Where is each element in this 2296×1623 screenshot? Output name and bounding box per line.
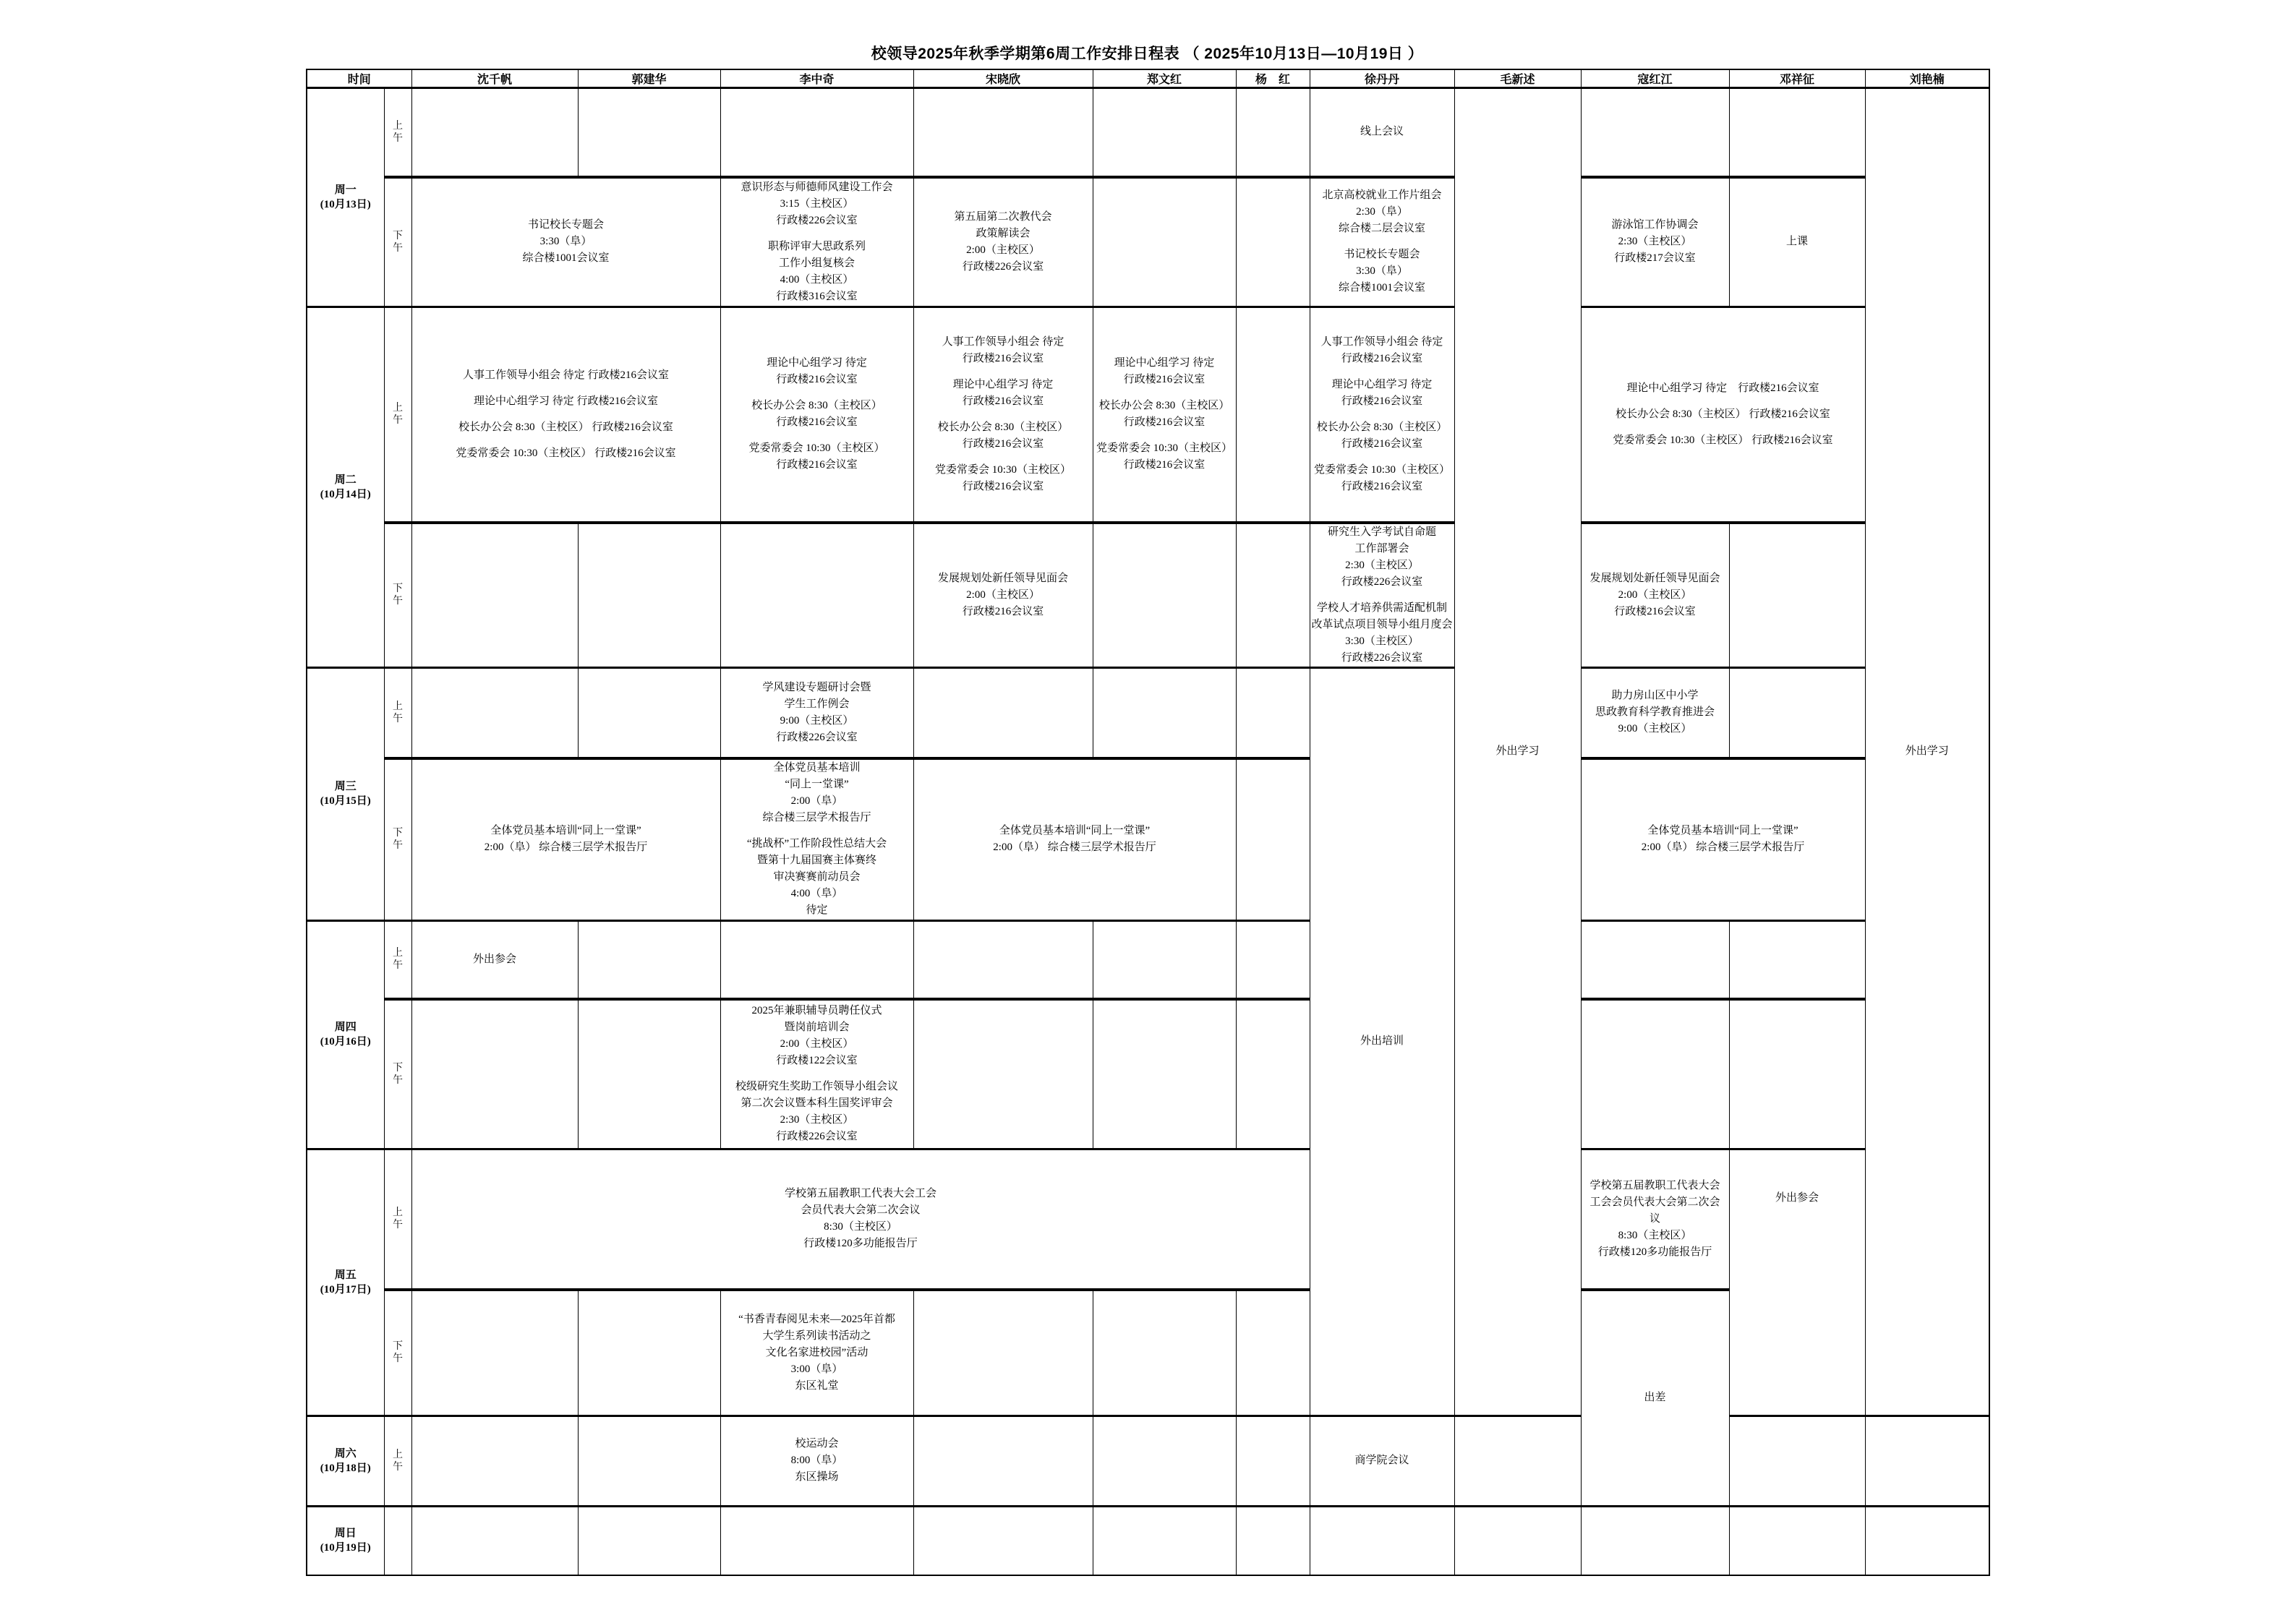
schedule-cell: 全体党员基本培训“同上一堂课” 2:00（阜） 综合楼三层学术报告厅 (1581, 758, 1865, 920)
col-header: 郑文红 (1093, 69, 1236, 88)
schedule-cell (1729, 667, 1865, 758)
schedule-cell (1865, 1416, 1989, 1506)
schedule-cell: 发展规划处新任领导见面会 2:00（主校区） 行政楼216会议室 (913, 523, 1093, 668)
schedule-cell (411, 1416, 578, 1506)
schedule-cell (1236, 1506, 1310, 1575)
schedule-cell: 学校第五届教职工代表大会 工会会员代表大会第二次会 议 8:30（主校区） 行政楼120多功能报告厅 (1581, 1149, 1729, 1290)
schedule-cell (1729, 920, 1865, 999)
schedule-cell: 学风建设专题研讨会暨 学生工作例会 9:00（主校区） 行政楼226会议室 (720, 667, 913, 758)
table-row (307, 523, 1989, 668)
schedule-cell (1729, 88, 1865, 177)
col-header: 徐丹丹 (1310, 69, 1454, 88)
table-row (307, 1506, 1989, 1575)
day-label: 周三 (10月15日) (307, 667, 384, 920)
schedule-cell (411, 88, 578, 177)
col-header: 刘艳楠 (1865, 69, 1989, 88)
table-row (307, 1416, 1989, 1506)
schedule-cell (578, 999, 720, 1149)
schedule-cell (913, 667, 1093, 758)
schedule-cell: 外出学习 (1454, 88, 1581, 1416)
schedule-cell (720, 920, 913, 999)
schedule-cell: 研究生入学考试自命题 工作部署会 2:30（主校区） 行政楼226会议室 学校人才培养供需适配机制 改革试点项目领导小组月度会 3:30（主校区） 行政楼226会议室 (1310, 523, 1454, 668)
schedule-cell: 全体党员基本培训 “同上一堂课” 2:00（阜） 综合楼三层学术报告厅 “挑战杯”工作阶段性总结大会 暨第十九届国赛主体赛终 审决赛赛前动员会 4:00（阜） 待定 (720, 758, 913, 920)
schedule-cell (1093, 177, 1236, 307)
ampm-label: 上 午 (384, 667, 411, 758)
schedule-cell (411, 667, 578, 758)
schedule-cell: 全体党员基本培训“同上一堂课” 2:00（阜） 综合楼三层学术报告厅 (411, 758, 720, 920)
schedule-cell: 北京高校就业工作片组会 2:30（阜） 综合楼二层会议室 书记校长专题会 3:30（阜） 综合楼1001会议室 (1310, 177, 1454, 307)
col-header: 毛新述 (1454, 69, 1581, 88)
ampm-label: 上 午 (384, 307, 411, 523)
schedule-cell (578, 920, 720, 999)
schedule-cell (1236, 177, 1310, 307)
schedule-cell (578, 523, 720, 668)
schedule-cell (913, 1506, 1093, 1575)
ampm-label: 下 午 (384, 177, 411, 307)
schedule-cell: 外出参会 (1729, 1149, 1865, 1416)
schedule-cell: 全体党员基本培训“同上一堂课” 2:00（阜） 综合楼三层学术报告厅 (913, 758, 1236, 920)
schedule-cell (1236, 88, 1310, 177)
schedule-cell (1729, 523, 1865, 668)
schedule-cell (913, 999, 1093, 1149)
schedule-header (307, 69, 1989, 88)
table-row (307, 999, 1989, 1149)
day-label: 周一 (10月13日) (307, 88, 384, 307)
schedule-cell (1093, 999, 1236, 1149)
col-header: 宋晓欣 (913, 69, 1093, 88)
schedule-cell (1581, 88, 1729, 177)
schedule-cell: 人事工作领导小组会 待定 行政楼216会议室 理论中心组学习 待定 行政楼216会议室 校长办公会 8:30（主校区） 行政楼216会议室 党委常委会 10:30（主校区） 行政楼216会议室 (411, 307, 720, 523)
schedule-body (307, 88, 1989, 1576)
schedule-cell: 外出培训 (1310, 667, 1454, 1416)
schedule-cell (1581, 999, 1729, 1149)
ampm-label (384, 1506, 411, 1575)
schedule-cell (411, 999, 578, 1149)
schedule-table (306, 69, 1990, 1576)
schedule-cell (1093, 523, 1236, 668)
col-header: 杨 红 (1236, 69, 1310, 88)
day-label: 周五 (10月17日) (307, 1149, 384, 1416)
schedule-cell (1236, 1416, 1310, 1506)
schedule-cell (913, 1290, 1093, 1416)
schedule-cell (720, 1506, 913, 1575)
schedule-cell: 意识形态与师德师风建设工作会 3:15（主校区） 行政楼226会议室 职称评审大思政系列 工作小组复核会 4:00（主校区） 行政楼316会议室 (720, 177, 913, 307)
schedule-cell: 理论中心组学习 待定 行政楼216会议室 校长办公会 8:30（主校区） 行政楼216会议室 党委常委会 10:30（主校区） 行政楼216会议室 (720, 307, 913, 523)
schedule-cell (1093, 920, 1236, 999)
schedule-cell: 第五届第二次教代会 政策解读会 2:00（主校区） 行政楼226会议室 (913, 177, 1093, 307)
schedule-cell: 上课 (1729, 177, 1865, 307)
schedule-cell (1581, 920, 1729, 999)
schedule-cell (411, 1506, 578, 1575)
schedule-cell (1236, 1290, 1310, 1416)
col-header: 李中奇 (720, 69, 913, 88)
schedule-cell: 人事工作领导小组会 待定 行政楼216会议室 理论中心组学习 待定 行政楼216会议室 校长办公会 8:30（主校区） 行政楼216会议室 党委常委会 10:30（主校区） 行政楼216会议室 (913, 307, 1093, 523)
schedule-cell (578, 1290, 720, 1416)
schedule-cell: 出差 (1581, 1290, 1729, 1506)
schedule-cell (1729, 1506, 1865, 1575)
schedule-cell: 理论中心组学习 待定 行政楼216会议室 校长办公会 8:30（主校区） 行政楼216会议室 党委常委会 10:30（主校区） 行政楼216会议室 (1093, 307, 1236, 523)
schedule-cell (1093, 667, 1236, 758)
schedule-cell (1093, 1416, 1236, 1506)
schedule-cell (1236, 523, 1310, 668)
schedule-cell (913, 88, 1093, 177)
schedule-cell (1454, 1506, 1581, 1575)
schedule-cell (578, 1506, 720, 1575)
schedule-cell (913, 1416, 1093, 1506)
page-title: 校领导2025年秋季学期第6周工作安排日程表 （ 2025年10月13日—10月19日 ） (871, 46, 1424, 62)
schedule-cell: 线上会议 (1310, 88, 1454, 177)
schedule-cell: “书香青春阅见未来—2025年首都 大学生系列读书活动之 文化名家进校园”活动 3:00（阜） 东区礼堂 (720, 1290, 913, 1416)
schedule-cell (1729, 1416, 1865, 1506)
ampm-label: 下 午 (384, 523, 411, 668)
col-header: 邓祥征 (1729, 69, 1865, 88)
table-row (307, 177, 1989, 307)
schedule-cell (1093, 88, 1236, 177)
ampm-label: 下 午 (384, 999, 411, 1149)
col-header: 郭建华 (578, 69, 720, 88)
schedule-cell: 商学院会议 (1310, 1416, 1454, 1506)
day-label: 周六 (10月18日) (307, 1416, 384, 1506)
day-label: 周四 (10月16日) (307, 920, 384, 1149)
schedule-cell (1236, 920, 1310, 999)
schedule-cell: 书记校长专题会 3:30（阜） 综合楼1001会议室 (411, 177, 720, 307)
schedule-cell (1454, 1416, 1581, 1506)
schedule-cell (720, 88, 913, 177)
schedule-cell (1236, 758, 1310, 920)
table-row (307, 920, 1989, 999)
schedule-cell: 发展规划处新任领导见面会 2:00（主校区） 行政楼216会议室 (1581, 523, 1729, 668)
schedule-cell (1581, 1506, 1729, 1575)
table-row (307, 88, 1989, 177)
ampm-label: 上 午 (384, 920, 411, 999)
day-label: 周二 (10月14日) (307, 307, 384, 668)
ampm-label: 上 午 (384, 1149, 411, 1290)
ampm-label: 上 午 (384, 1416, 411, 1506)
table-row (307, 307, 1989, 523)
schedule-cell (913, 920, 1093, 999)
col-header-time: 时间 (307, 69, 411, 88)
header-row (307, 69, 1989, 88)
schedule-cell: 外出参会 (411, 920, 578, 999)
table-row (307, 758, 1989, 920)
ampm-label: 下 午 (384, 1290, 411, 1416)
schedule-cell (1236, 999, 1310, 1149)
schedule-cell: 2025年兼职辅导员聘任仪式 暨岗前培训会 2:00（主校区） 行政楼122会议室 校级研究生奖助工作领导小组会议 第二次会议暨本科生国奖评审会 2:30（主校区） 行政楼226会议室 (720, 999, 913, 1149)
schedule-cell (720, 523, 913, 668)
table-row (307, 1149, 1989, 1290)
schedule-cell: 游泳馆工作协调会 2:30（主校区） 行政楼217会议室 (1581, 177, 1729, 307)
schedule-cell: 校运动会 8:00（阜） 东区操场 (720, 1416, 913, 1506)
schedule-cell (578, 1416, 720, 1506)
schedule-cell: 助力房山区中小学 思政教育科学教育推进会 9:00（主校区） (1581, 667, 1729, 758)
col-header: 沈千帆 (411, 69, 578, 88)
schedule-cell (1729, 999, 1865, 1149)
schedule-cell (1093, 1506, 1236, 1575)
schedule-cell: 外出学习 (1865, 88, 1989, 1416)
day-label: 周日 (10月19日) (307, 1506, 384, 1575)
schedule-cell (1236, 667, 1310, 758)
schedule-cell (411, 1290, 578, 1416)
schedule-cell (411, 523, 578, 668)
ampm-label: 下 午 (384, 758, 411, 920)
table-row (307, 667, 1989, 758)
col-header: 寇红江 (1581, 69, 1729, 88)
schedule-cell (1093, 1290, 1236, 1416)
schedule-cell (578, 88, 720, 177)
ampm-label: 上 午 (384, 88, 411, 177)
schedule-cell (1310, 1506, 1454, 1575)
schedule-cell: 人事工作领导小组会 待定 行政楼216会议室 理论中心组学习 待定 行政楼216会议室 校长办公会 8:30（主校区） 行政楼216会议室 党委常委会 10:30（主校区） 行政楼216会议室 (1310, 307, 1454, 523)
schedule-cell (578, 667, 720, 758)
schedule-cell: 学校第五届教职工代表大会工会 会员代表大会第二次会议 8:30（主校区） 行政楼120多功能报告厅 (411, 1149, 1310, 1290)
schedule-cell (1865, 1506, 1989, 1575)
schedule-cell (1236, 307, 1310, 523)
schedule-cell: 理论中心组学习 待定 行政楼216会议室 校长办公会 8:30（主校区） 行政楼216会议室 党委常委会 10:30（主校区） 行政楼216会议室 (1581, 307, 1865, 523)
